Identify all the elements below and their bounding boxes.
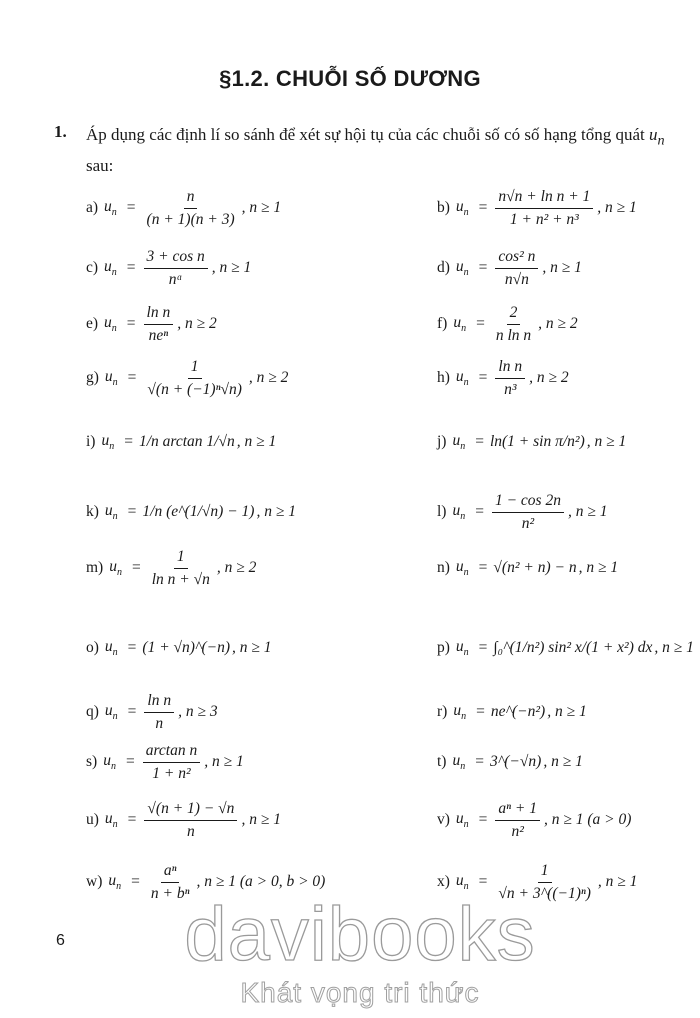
problem-number: 1.	[54, 122, 67, 141]
exercise-k: k) $u_n$ = 1/n (e^(1/√n) − 1) , n ≥ 1	[86, 501, 296, 523]
exercise-c: c) $u_n$ = $\frac{\text{3 + cos n}}{\text{nᵅ}}$ , n ≥ 1	[86, 247, 252, 288]
exercise-p: p) $u_n$ = ∫₀^(1/n²) sin² x/(1 + x²) dx , n ≥ 1	[437, 637, 694, 659]
exercise-b: b) $u_n$ = $\frac{\text{n√n + ln n + 1}}{\text{1 + n² + n³}}$ , n ≥ 1	[437, 187, 637, 228]
exercise-row	[0, 482, 700, 542]
exercise-row	[0, 790, 700, 850]
problem-var: $u_n$	[649, 125, 665, 149]
page-number: 6	[56, 932, 65, 949]
exercise-row	[0, 348, 700, 408]
exercise-r: r) $u_n$ = ne^(−n²) , n ≥ 1	[437, 701, 587, 723]
problem-statement	[86, 122, 666, 179]
exercise-row	[0, 538, 700, 598]
exercise-j: j) $u_n$ = ln(1 + sin π/n²) , n ≥ 1	[437, 431, 627, 453]
problem-text-before: Áp dụng các định lí so sánh để xét sự hội tụ của các chuỗi số có số hạng tổng quát	[86, 125, 645, 144]
watermark-logo: davibooks	[184, 892, 536, 977]
exercise-row	[0, 412, 700, 472]
exercise-row	[0, 618, 700, 678]
exercise-o: o) $u_n$ = (1 + √n)^(−n) , n ≥ 1	[86, 637, 272, 659]
exercise-d: d) $u_n$ = $\frac{\text{cos² n}}{n√n}$ , n ≥ 1	[437, 247, 582, 288]
exercise-l: l) $u_n$ = $\frac{1 - \cos 2n}{\text{n²}}$ , n ≥ 1	[437, 491, 608, 532]
exercise-m: m) $u_n$ = $\frac{1}{\text{ln n + √n}}$ , n ≥ 2	[86, 547, 257, 588]
exercise-row	[0, 178, 700, 238]
watermark-slogan: Khát vọng tri thức	[240, 977, 480, 1008]
exercise-n: n) $u_n$ = √(n² + n) − n , n ≥ 1	[437, 557, 619, 579]
exercise-f: f) $u_n$ = $\frac{2}{\text{n ln n}}$ , n ≥ 2	[437, 303, 578, 344]
exercise-u: u) $u_n$ = $\frac{√(n + 1) - √n}{n}$ , n ≥ 1	[86, 799, 281, 840]
exercise-a: a) $u_n$ = $\frac{n}{(n + 1)(n + 3)}$ , n ≥ 1	[86, 187, 282, 228]
exercise-e: e) $u_n$ = $\frac{\text{ln n}}{\text{neⁿ}}$ , n ≥ 2	[86, 303, 217, 344]
exercise-t: t) $u_n$ = 3^(−√n) , n ≥ 1	[437, 751, 583, 773]
exercise-q: q) $u_n$ = $\frac{\text{ln n}}{n}$ , n ≥ 3	[86, 691, 218, 732]
exercise-x: x) $u_n$ = $\frac{1}{\text{√n + 3\textasciicircum{}((−1)ⁿ)}}$ , n ≥ 1	[437, 861, 638, 902]
exercise-g: g) $u_n$ = $\frac{1}{\text{√(n + (−1)ⁿ√n)}}$ , n ≥ 2	[86, 357, 289, 398]
exercise-i: i) $u_n$ = 1/n arctan 1/√n , n ≥ 1	[86, 431, 277, 453]
problem-text-after: sau:	[86, 156, 114, 176]
exercise-h: h) $u_n$ = $\frac{\text{ln n}}{\text{n³}}$ , n ≥ 2	[437, 357, 569, 398]
exercise-row	[0, 732, 700, 792]
exercise-row	[0, 238, 700, 298]
exercise-w: w) $u_n$ = $\frac{\text{aⁿ}}{\text{n + bⁿ}}$ , n ≥ 1 (a > 0, b > 0)	[86, 861, 326, 902]
exercise-s: s) $u_n$ = $\frac{\text{arctan n}}{\text{1 + n²}}$ , n ≥ 1	[86, 741, 244, 782]
section-title: §1.2. CHUỖI SỐ DƯƠNG	[219, 66, 481, 91]
exercise-row	[0, 294, 700, 354]
exercise-v: v) $u_n$ = $\frac{\text{aⁿ + 1}}{\text{n²}}$ , n ≥ 1 (a > 0)	[437, 799, 632, 840]
